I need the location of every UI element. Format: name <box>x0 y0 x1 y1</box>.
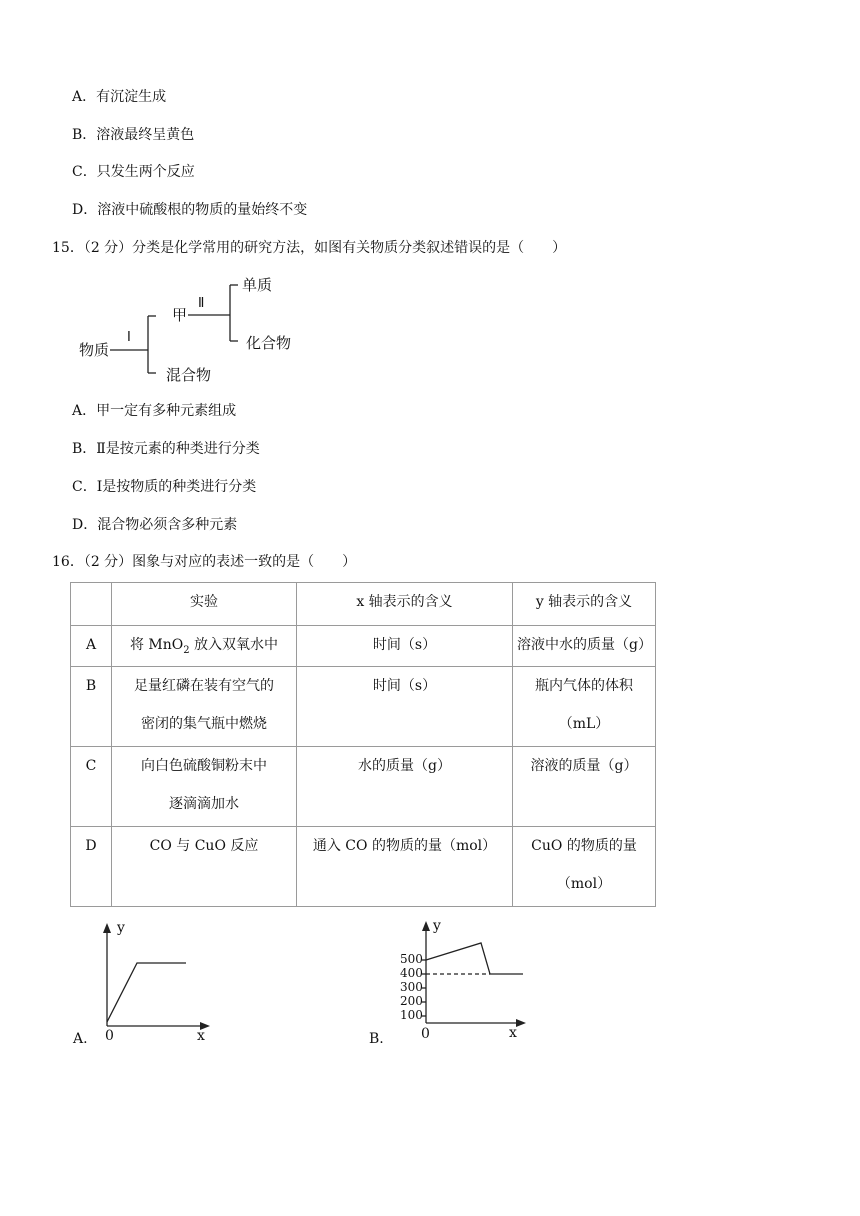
q15-option-a: A．甲一定有多种元素组成 <box>72 403 237 419</box>
row-label: D <box>71 827 112 907</box>
exp-line: 向白色硫酸铜粉末中 <box>141 758 267 774</box>
label-wuzhi: 物质 <box>79 341 110 359</box>
y-axis-label: y <box>433 918 441 934</box>
row-y-meaning <box>513 827 656 907</box>
q15-option-d: D．混合物必须含多种元素 <box>72 517 238 533</box>
classification-diagram <box>70 268 330 393</box>
option-b: B．溶液最终呈黄色 <box>72 127 195 143</box>
y-line: （mol） <box>556 876 612 892</box>
graph-a <box>70 918 220 1053</box>
y-line: （mL） <box>558 716 610 732</box>
graph-b-label: B. <box>369 1031 384 1047</box>
option-c: C．只发生两个反应 <box>72 164 195 180</box>
x-axis-label: x <box>509 1025 517 1041</box>
header-x-meaning: x 轴表示的含义 <box>297 583 513 626</box>
row-label: A <box>71 626 112 667</box>
row-experiment <box>112 747 297 827</box>
exp-line: 足量红磷在装有空气的 <box>134 678 274 694</box>
row-x-meaning: 水的质量（g） <box>297 747 513 827</box>
exp-text: 放入双氧水中 <box>189 637 279 653</box>
y-axis-arrow <box>422 921 430 931</box>
y-axis-arrow <box>103 923 111 933</box>
x-axis-label: x <box>197 1028 205 1044</box>
table-row <box>71 626 656 667</box>
graph-b-curve <box>426 943 523 974</box>
header-experiment: 实验 <box>112 583 297 626</box>
experiment-table <box>70 582 656 907</box>
header-y-meaning: y 轴表示的含义 <box>513 583 656 626</box>
row-y-meaning: 溶液的质量（g） <box>513 747 656 827</box>
option-a: A．有沉淀生成 <box>72 89 167 105</box>
row-experiment: CO 与 CuO 反应 <box>112 827 297 907</box>
q15-option-b: B．Ⅱ是按元素的种类进行分类 <box>72 441 260 457</box>
y-axis-label: y <box>117 920 125 936</box>
tick-label: 300 <box>400 980 423 994</box>
header-blank <box>71 583 112 626</box>
row-experiment <box>112 667 297 747</box>
tick-label: 400 <box>400 966 423 980</box>
label-danzhi: 单质 <box>242 276 273 294</box>
y-line: 瓶内气体的体积 <box>535 678 633 694</box>
option-d: D．溶液中硫酸根的物质的量始终不变 <box>72 202 308 218</box>
table-header-row <box>71 583 656 626</box>
tick-label: 500 <box>400 952 423 966</box>
table-row <box>71 667 656 747</box>
tick-label: 100 <box>400 1008 423 1022</box>
question-15-stem: 15．（2 分）分类是化学常用的研究方法，如图有关物质分类叙述错误的是（ ） <box>52 240 567 256</box>
label-branch-1: Ⅰ <box>127 330 131 345</box>
row-label: B <box>71 667 112 747</box>
row-experiment <box>112 626 297 667</box>
exp-text: 将 MnO <box>129 637 184 653</box>
row-x-meaning: 时间（s） <box>297 626 513 667</box>
label-huahewu: 化合物 <box>246 334 292 352</box>
q15-option-c: C．Ⅰ是按物质的种类进行分类 <box>72 479 257 495</box>
question-16-stem: 16．（2 分）图象与对应的表述一致的是（ ） <box>52 554 357 570</box>
graph-a-curve <box>107 963 186 1022</box>
graph-a-label: A. <box>73 1031 88 1047</box>
exp-line: 密闭的集气瓶中燃烧 <box>141 716 267 732</box>
row-x-meaning: 通入 CO 的物质的量（mol） <box>297 827 513 907</box>
exp-line: 逐滴滴加水 <box>169 796 239 812</box>
tick-label: 200 <box>400 994 423 1008</box>
label-jia: 甲 <box>172 306 188 324</box>
row-y-meaning: 溶液中水的质量（g） <box>513 626 656 667</box>
row-label: C <box>71 747 112 827</box>
label-hunhewu: 混合物 <box>166 366 212 384</box>
row-x-meaning: 时间（s） <box>297 667 513 747</box>
origin-label: 0 <box>421 1026 430 1042</box>
y-line: CuO 的物质的量 <box>531 838 637 854</box>
label-branch-2: Ⅱ <box>198 296 205 311</box>
x-axis-arrow <box>516 1019 526 1027</box>
row-y-meaning <box>513 667 656 747</box>
graph-b <box>366 918 536 1053</box>
table-row <box>71 827 656 907</box>
table-row <box>71 747 656 827</box>
origin-label: 0 <box>105 1028 114 1044</box>
subscript: 2 <box>183 644 190 656</box>
